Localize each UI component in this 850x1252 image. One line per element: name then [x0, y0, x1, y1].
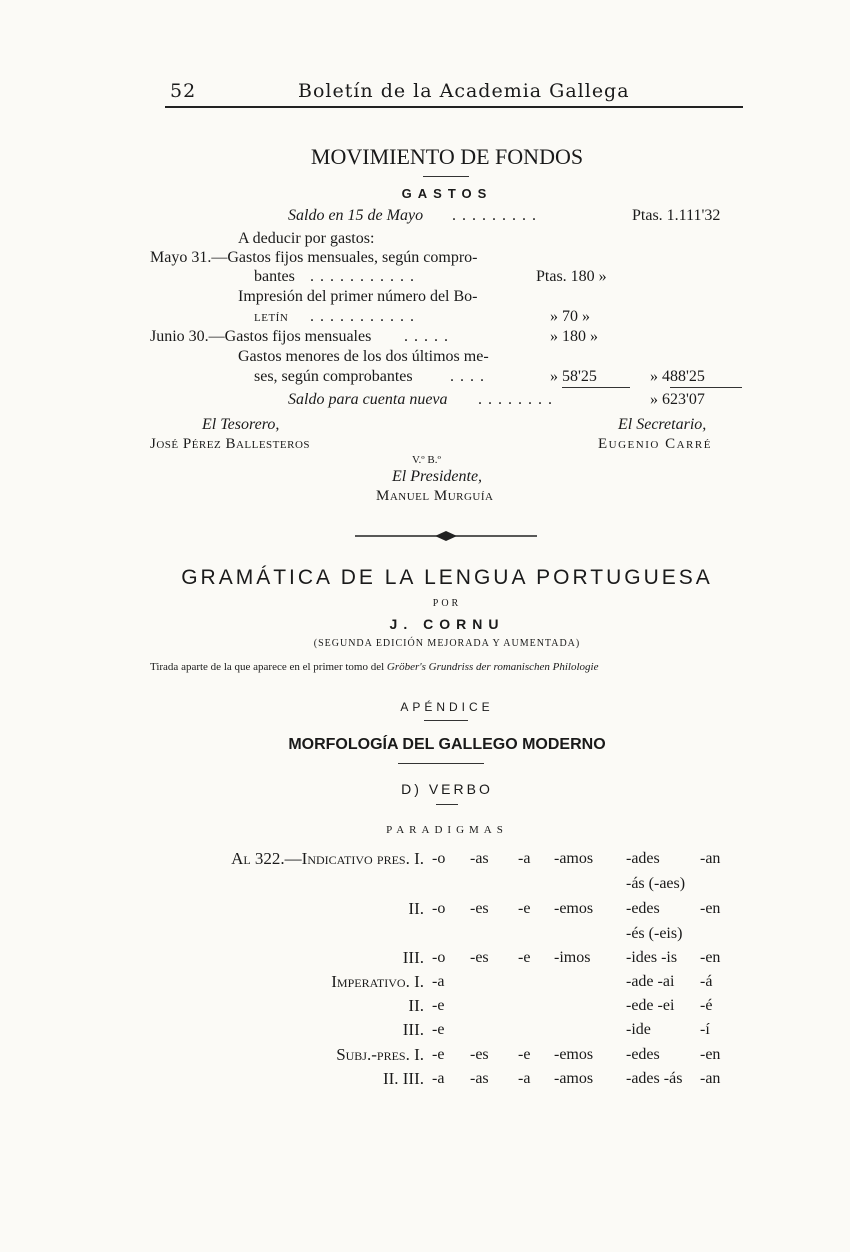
paradigm-cell: -ides -is: [626, 949, 678, 966]
presidente-name: Manuel Murguía: [376, 488, 494, 504]
paradigm-cell: -o: [432, 850, 446, 867]
ornament-divider: [355, 528, 537, 544]
paradigmas-label: PARADIGMAS: [386, 824, 508, 836]
paradigm-cell: -an: [700, 850, 721, 867]
gastos-subtitle: GASTOS: [401, 186, 493, 201]
saldo-label: Saldo en 15 de Mayo: [288, 207, 424, 224]
header-rule: [165, 106, 743, 108]
paradigm-row-label: II. III.: [382, 1069, 424, 1088]
paradigm-cell: -en: [700, 1046, 721, 1063]
junio-amount: » 180 »: [550, 328, 598, 345]
paradigm-row-label: Al 322.—Indicativo pres. I.: [231, 849, 424, 868]
paradigm-cell: -amos: [554, 850, 594, 867]
por-label: POR: [432, 598, 462, 609]
paradigm-row-label: Imperativo. I.: [331, 972, 424, 991]
menores-amount: » 58'25: [550, 368, 597, 385]
mayo-amount: Ptas. 180 »: [536, 268, 607, 285]
running-title: Boletín de la Academia Gallega: [298, 80, 630, 102]
paradigm-cell: -es: [470, 1046, 489, 1063]
paradigm-cell: -e: [518, 949, 531, 966]
paradigm-cell: -imos: [554, 949, 591, 966]
mayo-cont: bantes: [254, 268, 295, 285]
paradigm-cell: -e: [432, 1046, 445, 1063]
paradigm-cell: -e: [432, 997, 445, 1014]
paradigm-cell: -en: [700, 900, 721, 917]
gramatica-title: GRAMÁTICA DE LA LENGUA PORTUGUESA: [181, 566, 713, 589]
paradigm-row-label: II.: [408, 996, 424, 1015]
visto-bueno: V.º B.º: [412, 454, 441, 466]
apendice-label: APÉNDICE: [400, 700, 494, 714]
paradigm-cell: -ade -ai: [626, 973, 675, 990]
leader-dots: .....: [404, 328, 454, 345]
tirada-note: [150, 661, 598, 673]
paradigm-cell: -ede -ei: [626, 997, 675, 1014]
tesorero-title: El Tesorero,: [202, 416, 280, 433]
paradigm-row-label: III.: [402, 948, 424, 967]
apendice-underline: [424, 720, 468, 721]
morfologia-underline: [398, 763, 484, 764]
paradigm-row-label: II.: [408, 899, 424, 918]
paradigm-cell: -ades -ás: [626, 1070, 683, 1087]
leader-dots: ........: [478, 391, 558, 408]
paradigm-cell: -e: [432, 1021, 445, 1038]
paradigm-row-label: Subj.-pres. I.: [336, 1045, 424, 1064]
menores-cont: ses, según comprobantes: [254, 368, 413, 385]
paradigm-cell: -edes: [626, 1046, 660, 1063]
menores-total: » 488'25: [650, 368, 705, 385]
paradigm-cell: -a: [518, 1070, 531, 1087]
saldo-final-amount: » 623'07: [650, 391, 705, 408]
tirada-reference: Gröber's Grundriss der romanischen Philologie: [386, 661, 599, 673]
paradigm-cell: -á: [700, 973, 713, 990]
deducir-line: A deducir por gastos:: [238, 230, 375, 247]
paradigm-cell: -é: [700, 997, 713, 1014]
section-title-fondos: MOVIMIENTO DE FONDOS: [310, 144, 584, 169]
paradigm-cell: -a: [432, 973, 445, 990]
paradigm-cell: -ide: [626, 1021, 651, 1038]
leader-dots: ...........: [310, 308, 420, 325]
presidente-title: El Presidente,: [392, 468, 483, 485]
impresion-line: Impresión del primer número del Bo-: [238, 288, 478, 305]
leader-dots: ...........: [310, 268, 420, 285]
paradigm-cell: -e: [518, 900, 531, 917]
verbo-heading: D) VERBO: [401, 781, 493, 797]
paradigm-cell: -ás (-aes): [626, 875, 686, 892]
paradigm-cell: -an: [700, 1070, 721, 1087]
paradigm-cell: -es: [470, 900, 489, 917]
paradigm-cell: -en: [700, 949, 721, 966]
impresion-cont: letín: [254, 308, 289, 325]
impresion-amount: » 70 »: [550, 308, 590, 325]
morfologia-title: MORFOLOGÍA DEL GALLEGO MODERNO: [288, 736, 606, 753]
tirada-text: Tirada aparte de la que aparece en el primer tomo del: [150, 661, 385, 673]
secretario-name: Eugenio Carré: [598, 436, 712, 452]
mayo-line: Mayo 31.—Gastos fijos mensuales, según compro-: [150, 249, 478, 266]
leader-dots: .........: [452, 207, 542, 224]
saldo-final-label: Saldo para cuenta nueva: [288, 391, 448, 408]
edition-note: (SEGUNDA EDICIÓN MEJORADA Y AUMENTADA): [313, 638, 581, 649]
verbo-underline: [436, 804, 458, 805]
paradigm-cell: -edes: [626, 900, 660, 917]
paradigm-row-label: III.: [402, 1020, 424, 1039]
paradigm-cell: -í: [700, 1021, 710, 1038]
paradigm-cell: -emos: [554, 1046, 594, 1063]
saldo-amount: Ptas. 1.111'32: [632, 207, 721, 224]
secretario-title: El Secretario,: [618, 416, 707, 433]
paradigm-cell: -ades: [626, 850, 660, 867]
paradigm-cell: -és (-eis): [626, 925, 683, 942]
paradigm-cell: -a: [432, 1070, 445, 1087]
sum-rule: [562, 387, 630, 388]
tesorero-name: José Pérez Ballesteros: [150, 436, 311, 452]
paradigm-cell: -as: [470, 850, 489, 867]
paradigm-cell: -o: [432, 949, 446, 966]
paradigm-cell: -as: [470, 1070, 489, 1087]
junio-line: Junio 30.—Gastos fijos mensuales: [150, 328, 372, 345]
menores-line: Gastos menores de los dos últimos me-: [238, 348, 489, 365]
paradigm-cell: -a: [518, 850, 531, 867]
sum-rule: [670, 387, 742, 388]
leader-dots: ....: [450, 368, 490, 385]
paradigm-cell: -o: [432, 900, 446, 917]
paradigm-cell: -emos: [554, 900, 594, 917]
paradigm-cell: -amos: [554, 1070, 594, 1087]
author-name: J. CORNU: [389, 616, 505, 632]
page-number: 52: [170, 80, 197, 102]
paradigm-cell: -e: [518, 1046, 531, 1063]
title-underline: [423, 176, 469, 177]
paradigm-cell: -es: [470, 949, 489, 966]
